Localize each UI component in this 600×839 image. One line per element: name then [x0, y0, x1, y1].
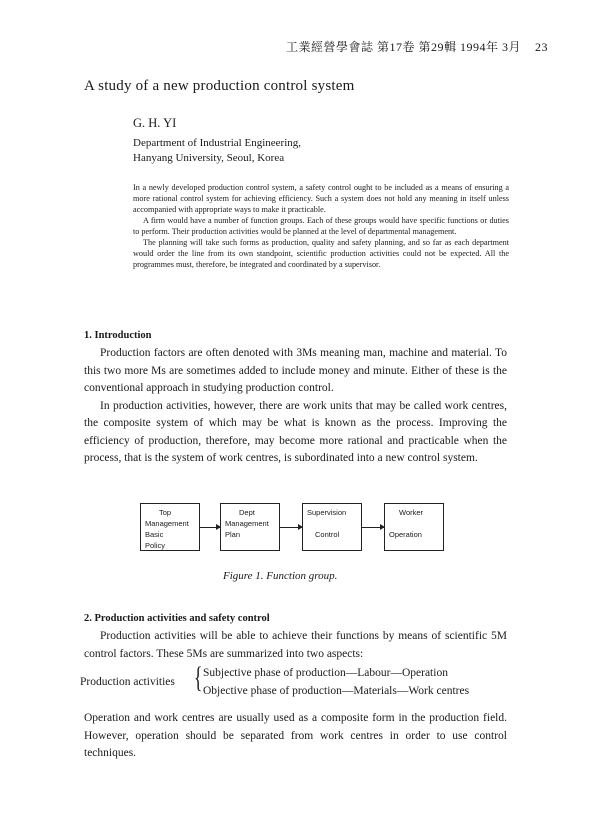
- affiliation-line: Department of Industrial Engineering,: [133, 137, 302, 149]
- diagram-box-supervision: [302, 503, 362, 551]
- box-line: Management: [225, 519, 269, 528]
- figure-caption: Figure 1. Function group.: [223, 570, 338, 582]
- section-heading: 2. Production activities and safety control: [84, 613, 270, 624]
- aspect-line: Subjective phase of production—Labour—Operation: [203, 667, 448, 679]
- diagram-box-worker: [384, 503, 444, 551]
- body-paragraph: In production activities, however, there are work units that may be called work centres, the composite system of which may be what is known as the process. Improving the efficiency of production, therefore, may become more rational and practicable when the process, that is the system of work centres, is subordinated into a new control system.: [84, 399, 507, 464]
- affiliation-line: Hanyang University, Seoul, Korea: [133, 152, 285, 164]
- box-line: [389, 518, 439, 529]
- box-line: Top: [159, 508, 172, 517]
- section-body: [84, 710, 507, 763]
- abstract-paragraph: In a newly developed production control system, a safety control ought to be included as a means of ensuring a more rational control system for achieving efficiency. Such a system does not hold any meaning in itself unless accompanied with appropriate ways to make it practicable.: [133, 183, 509, 214]
- box-line: Management: [145, 519, 189, 528]
- body-paragraph: Production activities will be able to achieve their functions by means of scientific 5M control factors. These 5Ms are summarized into two aspects:: [84, 630, 507, 660]
- section-body: [84, 345, 507, 468]
- arrow-icon: [280, 527, 302, 528]
- abstract-paragraph: A firm would have a number of function groups. Each of these groups would have specific functions or duties to perform. Their production activities would be planned at the level of departmental management.: [133, 216, 509, 236]
- arrow-icon: [362, 527, 384, 528]
- section-body: [84, 628, 507, 663]
- box-line: [307, 518, 357, 529]
- aspect-line: Objective phase of production—Materials—Work centres: [203, 685, 470, 697]
- box-line: Basic: [145, 530, 164, 539]
- body-paragraph: Operation and work centres are usually used as a composite form in the production field. However, operation should be separated from work centres in order to use control techniques.: [84, 712, 507, 759]
- activities-label: Production activities: [80, 676, 175, 688]
- diagram-box-dept-management: [220, 503, 280, 551]
- box-line: Control: [315, 530, 340, 539]
- arrow-icon: [200, 527, 220, 528]
- abstract: [133, 182, 509, 270]
- box-line: Policy: [145, 541, 166, 550]
- box-line: Dept: [239, 508, 255, 517]
- page-number: 23: [535, 40, 548, 54]
- body-paragraph: Production factors are often denoted with 3Ms meaning man, machine and material. To this two more Ms are sometimes added to include money and minute. Either of these is the conventional approach in studying production control.: [84, 347, 507, 394]
- abstract-paragraph: The planning will take such forms as production, quality and safety planning, and so far as each department would order the line from its own standpoint, scientific production activities could not be expected. All the programmes must, therefore, be integrated and coordinated by a supervisor.: [133, 238, 509, 269]
- diagram-box-top-management: [140, 503, 200, 551]
- paper-title: A study of a new production control system: [84, 78, 355, 94]
- function-group-diagram: [140, 499, 470, 559]
- box-line: Worker: [399, 508, 424, 517]
- affiliation: [133, 136, 433, 166]
- box-line: Operation: [389, 530, 422, 539]
- box-line: Supervision: [307, 508, 347, 517]
- section-heading: 1. Introduction: [84, 330, 152, 341]
- production-activities-breakdown: [80, 661, 510, 705]
- box-line: Plan: [225, 530, 241, 539]
- journal-header: [286, 38, 548, 55]
- journal-title: 工業經營學會誌 第17卷 第29輯 1994年 3月: [285, 40, 521, 54]
- brace-icon: {: [193, 661, 203, 694]
- author-name: G. H. YI: [133, 116, 177, 130]
